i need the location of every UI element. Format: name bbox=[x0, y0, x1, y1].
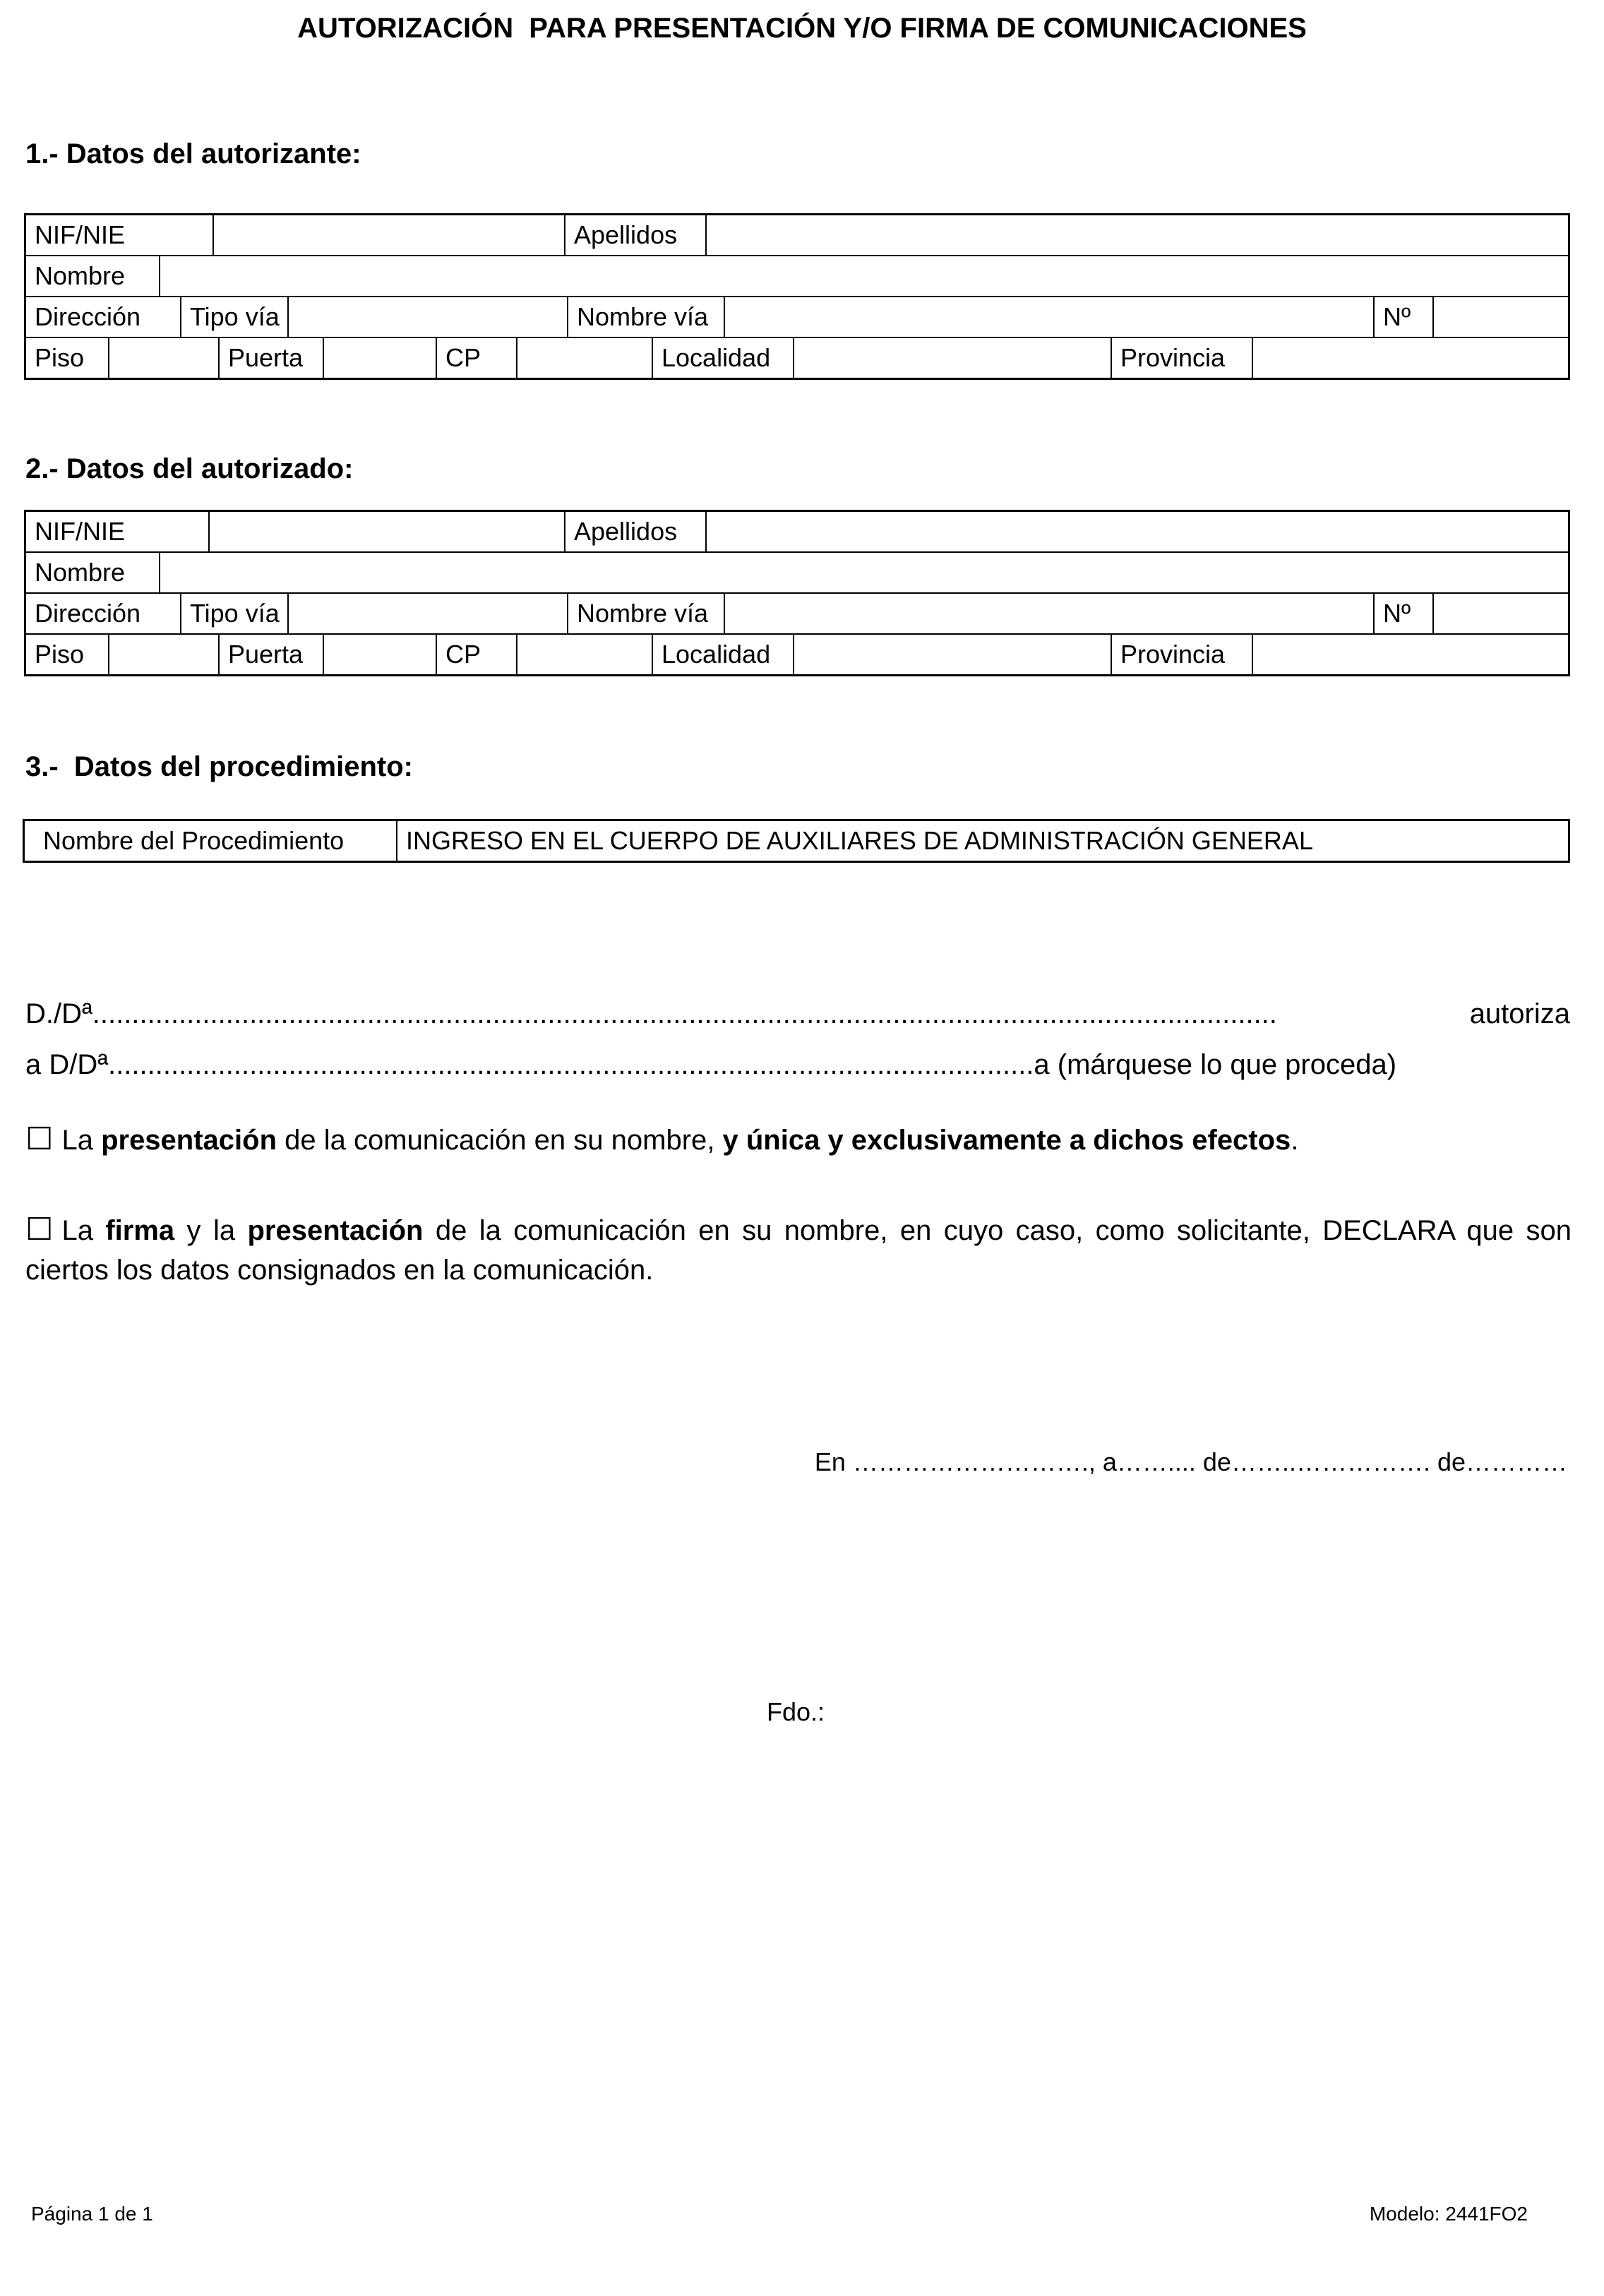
option2-text-2: y la bbox=[174, 1215, 248, 1246]
option-presentacion bbox=[25, 1120, 1572, 1160]
autorizante-numero-input[interactable] bbox=[1433, 297, 1568, 337]
procedimiento-label: Nombre del Procedimiento bbox=[24, 820, 397, 862]
autorizante-cp-input[interactable] bbox=[517, 338, 652, 378]
direccion-label: Dirección bbox=[26, 594, 181, 633]
autorizado-apellidos-input[interactable] bbox=[706, 512, 1568, 551]
option-presentacion-checkbox[interactable]: ☐ bbox=[25, 1122, 54, 1156]
cp-label: CP bbox=[436, 635, 517, 674]
autorizado-puerta-input[interactable] bbox=[323, 635, 436, 674]
apellidos-label: Apellidos bbox=[565, 512, 706, 551]
localidad-label: Localidad bbox=[652, 635, 794, 674]
autorizante-nombre-via-input[interactable] bbox=[724, 297, 1374, 337]
autorizado-nombre-input[interactable] bbox=[160, 553, 1568, 592]
numero-label: Nº bbox=[1374, 594, 1433, 633]
autorizante-puerta-input[interactable] bbox=[323, 338, 436, 378]
procedimiento-value: INGRESO EN EL CUERPO DE AUXILIARES DE ADMINISTRACIÓN GENERAL bbox=[397, 820, 1569, 862]
nombre-via-label: Nombre vía bbox=[568, 594, 724, 633]
autorizante-apellidos-input[interactable] bbox=[706, 215, 1568, 255]
nombre-via-label: Nombre vía bbox=[568, 297, 724, 337]
autorizante-piso-input[interactable] bbox=[109, 338, 219, 378]
nif-label: NIF/NIE bbox=[26, 215, 213, 255]
cp-label: CP bbox=[436, 338, 517, 378]
autorizado-piso-input[interactable] bbox=[109, 635, 219, 674]
puerta-label: Puerta bbox=[219, 635, 323, 674]
declaration-line-2: a D/Dª......................................................................................................................a (márquese lo que proceda) bbox=[25, 1049, 1397, 1080]
piso-label: Piso bbox=[26, 338, 109, 378]
section-autorizante-heading: 1.- Datos del autorizante: bbox=[25, 138, 361, 169]
option-firma-presentacion bbox=[25, 1210, 1572, 1290]
autorizado-nif-input[interactable] bbox=[209, 512, 565, 551]
signature-label: Fdo.: bbox=[767, 1697, 825, 1726]
option2-text-1: La bbox=[61, 1215, 106, 1246]
option2-bold-2: presentación bbox=[247, 1215, 424, 1246]
provincia-label: Provincia bbox=[1111, 338, 1252, 378]
footer-model: Modelo: 2441FO2 bbox=[1369, 2203, 1528, 2225]
document-title: AUTORIZACIÓN PARA PRESENTACIÓN Y/O FIRMA DE COMUNICACIONES bbox=[297, 13, 1307, 44]
option-firma-checkbox[interactable]: ☐ bbox=[25, 1212, 54, 1247]
autorizado-tipo-via-input[interactable] bbox=[288, 594, 568, 633]
autorizado-localidad-input[interactable] bbox=[794, 635, 1111, 674]
autorizado-nombre-via-input[interactable] bbox=[724, 594, 1374, 633]
procedimiento-table bbox=[23, 819, 1570, 863]
nombre-label: Nombre bbox=[26, 256, 160, 296]
option1-bold-1: presentación bbox=[101, 1125, 277, 1156]
apellidos-label: Apellidos bbox=[565, 215, 706, 255]
option2-text-3: de la comunicación en su nombre, en cuyo caso, como solicitante, DECLARA que son ciertos los datos consignados en la comunicación. bbox=[25, 1215, 1572, 1286]
option1-text-3: . bbox=[1291, 1125, 1299, 1156]
autorizante-nombre-input[interactable] bbox=[160, 256, 1568, 296]
nif-label: NIF/NIE bbox=[26, 512, 209, 551]
autorizado-cp-input[interactable] bbox=[517, 635, 652, 674]
autorizante-tipo-via-input[interactable] bbox=[288, 297, 568, 337]
autorizante-nif-input[interactable] bbox=[213, 215, 565, 255]
autorizado-provincia-input[interactable] bbox=[1252, 635, 1568, 674]
option1-text-2: de la comunicación en su nombre, bbox=[277, 1125, 723, 1156]
tipo-via-label: Tipo vía bbox=[181, 297, 288, 337]
direccion-label: Dirección bbox=[26, 297, 181, 337]
autorizado-table bbox=[24, 510, 1570, 676]
autorizante-localidad-input[interactable] bbox=[794, 338, 1111, 378]
piso-label: Piso bbox=[26, 635, 109, 674]
section-autorizado-heading: 2.- Datos del autorizado: bbox=[25, 453, 354, 484]
provincia-label: Provincia bbox=[1111, 635, 1252, 674]
autorizante-provincia-input[interactable] bbox=[1252, 338, 1568, 378]
puerta-label: Puerta bbox=[219, 338, 323, 378]
option1-text-1: La bbox=[61, 1125, 102, 1156]
declaration-line-1-suffix: autoriza bbox=[1469, 998, 1570, 1029]
option1-bold-2: y única y exclusivamente a dichos efectos bbox=[722, 1125, 1291, 1156]
numero-label: Nº bbox=[1374, 297, 1433, 337]
place-date-line: En ………………………., a…….... de……..……………. de………… bbox=[814, 1447, 1567, 1476]
autorizante-table bbox=[24, 213, 1570, 380]
autorizado-numero-input[interactable] bbox=[1433, 594, 1568, 633]
footer-page-number: Página 1 de 1 bbox=[31, 2203, 153, 2225]
section-procedimiento-heading: 3.- Datos del procedimiento: bbox=[25, 751, 413, 782]
localidad-label: Localidad bbox=[652, 338, 794, 378]
tipo-via-label: Tipo vía bbox=[181, 594, 288, 633]
declaration-line-1-prefix: D./Dª....................................................................................................................................................... bbox=[25, 998, 1277, 1029]
option2-bold-1: firma bbox=[105, 1215, 175, 1246]
nombre-label: Nombre bbox=[26, 553, 160, 592]
